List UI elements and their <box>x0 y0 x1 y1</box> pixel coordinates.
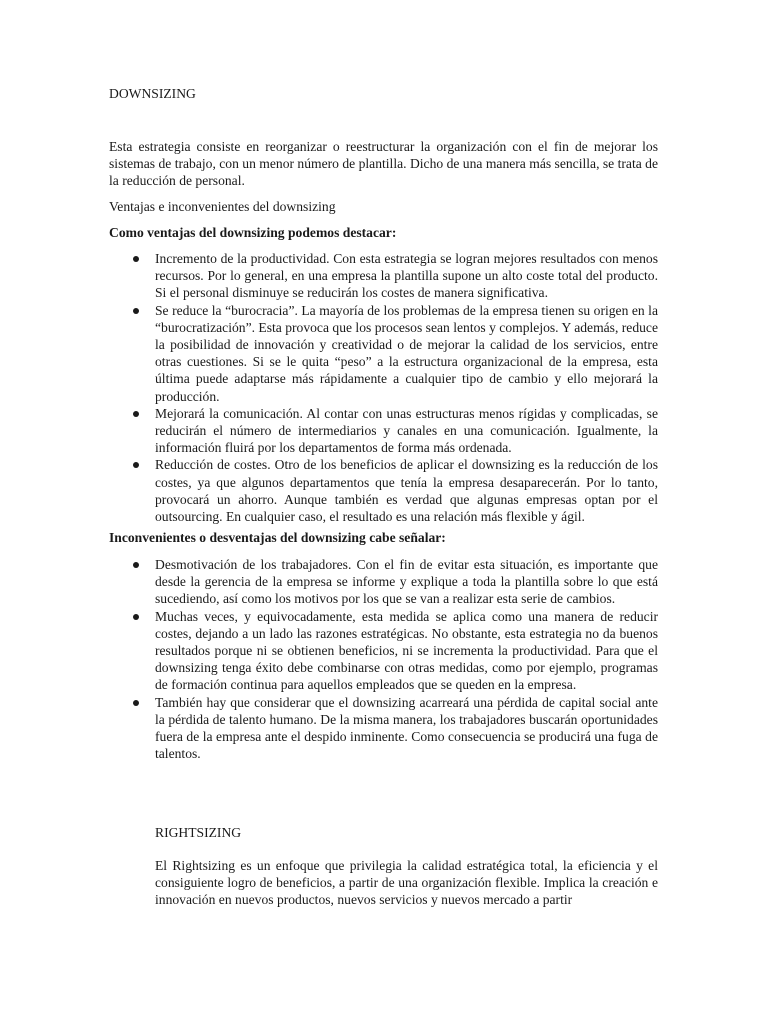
bullet-icon <box>133 562 139 568</box>
list-item <box>109 608 658 694</box>
bullet-icon <box>133 614 139 620</box>
bullet-icon <box>133 411 139 417</box>
list-item <box>109 405 658 457</box>
list-item-text: Reducción de costes. Otro de los beneficios de aplicar el downsizing es la reducción de los costes, ya que algunos departamentos que tenía la empresa desaparecerán. Por lo tanto, provocará un ahorro. Aunque también es verdad que algunas empresas optan por el outsourcing. En cualquier caso, el resultado es una relación más flexible y ágil. <box>155 457 658 525</box>
list-item <box>109 250 658 302</box>
list-item-text: Desmotivación de los trabajadores. Con el fin de evitar esta situación, es importante que desde la gerencia de la empresa se informe y explique a toda la plantilla sobre lo que está sucediendo, así como los motivos por los que se van a realizar esta serie de cambios. <box>155 557 658 607</box>
bullet-icon <box>133 462 139 468</box>
list-item-text: Mejorará la comunicación. Al contar con unas estructuras menos rígidas y complicadas, se reducirán el número de intermediarios y canales en una comunicación. Igualmente, la información fluirá por los departamentos de forma más ordenada. <box>155 405 658 456</box>
bullet-icon <box>133 256 139 262</box>
disadvantages-heading: Inconvenientes o desventajas del downsizing cabe señalar: <box>109 530 446 545</box>
list-item-text: Se reduce la “burocracia”. La mayoría de los problemas de la empresa tienen su origen en la “burocratización”. Esta provoca que los procesos sean lentos y complejos. Y además, reduce la posibilidad de innovación y creatividad o de mejorar la calidad de los servicios, entre otras cuestiones. Si se le quita “peso” a la estructura organizacional de la empresa, esta última puede adaptarse más rápidamente a cualquier tipo de cambio y ello mejorará la producción. <box>155 302 658 404</box>
bullet-icon <box>133 308 139 314</box>
subtitle: Ventajas e inconvenientes del downsizing <box>109 199 336 214</box>
advantages-list <box>109 250 658 525</box>
section-heading-rightsizing: RIGHTSIZING <box>155 825 242 840</box>
list-item <box>109 556 658 608</box>
list-item-text: Muchas veces, y equivocadamente, esta medida se aplica como una manera de reducir costes, dejando a un lado las razones estratégicas. No obstante, esta estrategia no da buenos resultados porque ni se obtienen beneficios, ni se incrementa la productividad. Para que el downsizing tenga éxito debe combinarse con otras medidas, como por ejemplo, programas de formación continua para aquellos empleados que se queden en la empresa. <box>155 608 658 693</box>
section-heading-downsizing: DOWNSIZING <box>109 86 196 101</box>
list-item-text: Incremento de la productividad. Con esta estrategia se logran mejores resultados con menos recursos. Por lo general, en una empresa la plantilla supone un alto coste total del producto. Si el personal disminuye se reducirán los costes de manera significativa. <box>155 251 658 301</box>
list-item <box>109 694 658 763</box>
disadvantages-list <box>109 556 658 762</box>
list-item <box>109 302 658 405</box>
bullet-icon <box>133 700 139 706</box>
list-item <box>109 456 658 525</box>
list-item-text: También hay que considerar que el downsizing acarreará una pérdida de capital social ante la pérdida de talento humano. De la misma manera, los trabajadores buscarán oportunidades fuera de la empresa ante el despido inminente. Como consecuencia se producirá una fuga de talentos. <box>155 694 658 762</box>
rightsizing-paragraph: El Rightsizing es un enfoque que privilegia la calidad estratégica total, la eficiencia y el consiguiente logro de beneficios, a partir de una organización flexible. Implica la creación e innovación en nuevos productos, nuevos servicios y nuevos mercado a partir <box>155 858 658 908</box>
advantages-heading: Como ventajas del downsizing podemos destacar: <box>109 225 397 240</box>
intro-paragraph: Esta estrategia consiste en reorganizar o reestructurar la organización con el fin de mejorar los sistemas de trabajo, con un menor número de plantilla. Dicho de una manera más sencilla, se trata de la reducción de personal. <box>109 139 658 189</box>
